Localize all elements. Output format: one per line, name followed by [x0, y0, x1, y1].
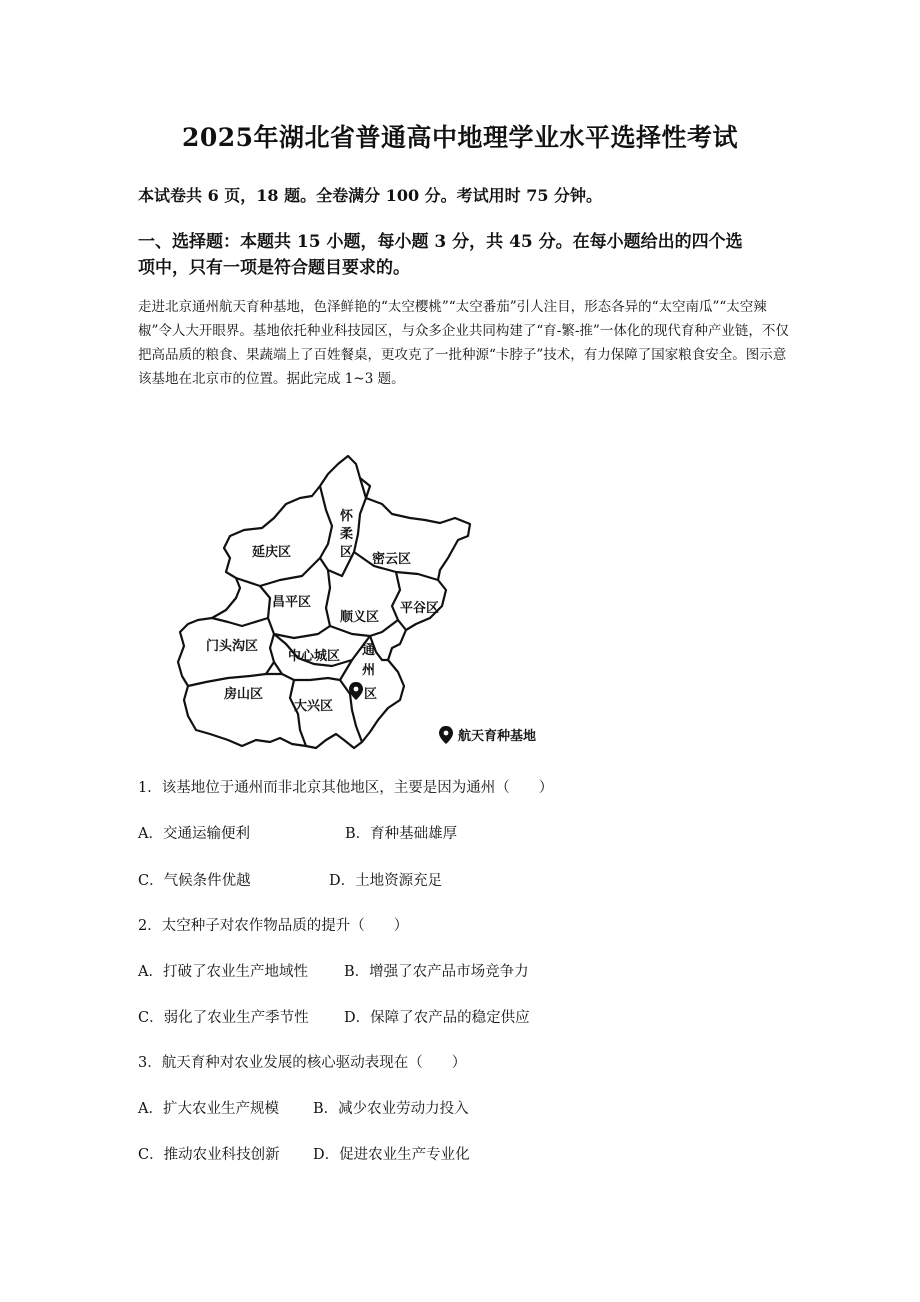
map-legend: [439, 726, 453, 744]
label-tongzhou-3: 区: [364, 687, 378, 702]
label-miyun: 密云区: [372, 552, 412, 567]
question-2-option-d: D．保障了农产品的稳定供应: [344, 1010, 530, 1026]
label-changping: 昌平区: [272, 595, 312, 610]
label-daxing: 大兴区: [294, 699, 334, 714]
label-center: 中心城区: [288, 649, 341, 664]
question-2-option-a: A．打破了农业生产地域性: [138, 964, 308, 980]
beijing-map: [170, 448, 570, 753]
question-1-option-c: C．气候条件优越: [138, 873, 251, 889]
label-huairou-3: 区: [340, 545, 354, 560]
label-huairou-2: 柔: [340, 527, 354, 542]
label-huairou-1: 怀: [340, 509, 354, 524]
label-yanqing: 延庆区: [252, 545, 292, 560]
label-shunyi: 顺义区: [340, 610, 380, 625]
legend-label: 航天育种基地: [458, 729, 537, 744]
label-pinggu: 平谷区: [400, 601, 440, 616]
question-3-option-c: C．推动农业科技创新: [138, 1147, 280, 1163]
label-tongzhou-2: 州: [362, 663, 376, 678]
question-3-option-d: D．促进农业生产专业化: [313, 1147, 470, 1163]
question-2-option-b: B．增强了农产品市场竞争力: [344, 964, 529, 980]
question-1-option-d: D．土地资源充足: [329, 873, 443, 889]
label-mentougou: 门头沟区: [206, 639, 259, 654]
question-3-stem: 3．航天育种对农业发展的核心驱动表现在（ ）: [138, 1055, 467, 1071]
page-title: 2025年湖北省普通高中地理学业水平选择性考试: [181, 123, 739, 152]
question-3-option-a: A．扩大农业生产规模: [138, 1101, 279, 1117]
label-tongzhou-1: 通: [362, 643, 376, 658]
intro-paragraph: 走进北京通州航天育种基地，色泽鲜艳的“太空樱桃”“太空番茄”引人注目，形态各异的“太空南瓜”“太空辣椒”令人大开眼界。基地依托种业科技园区，与众多企业共同构建了“育-繁-推”一体化的现代育种产业链，不仅把高品质的粮食、果蔬端上了百姓餐桌，更攻克了一批种源“卡脖子”技术，有力保障了国家粮食安全。图示意该基地在北京市的位置。据此完成 1~3 题。: [138, 299, 789, 387]
question-3-option-b: B．减少农业劳动力投入: [313, 1101, 469, 1117]
label-fangshan: 房山区: [224, 687, 264, 702]
section-heading-line1: 一、选择题：本题共 15 小题，每小题 3 分，共 45 分。在每小题给出的四个选: [138, 232, 743, 252]
question-2-option-c: C．弱化了农业生产季节性: [138, 1010, 309, 1026]
exam-info: 本试卷共 6 页，18 题。全卷满分 100 分。考试用时 75 分钟。: [138, 186, 603, 205]
question-1-option-b: B．育种基础雄厚: [345, 826, 458, 842]
question-1-option-a: A．交通运输便利: [138, 826, 250, 842]
section-heading-line2: 项中，只有一项是符合题目要求的。: [138, 258, 410, 278]
section-heading: [138, 229, 788, 281]
question-1-stem: 1．该基地位于通州而非北京其他地区，主要是因为通州（ ）: [138, 780, 554, 796]
question-2-stem: 2．太空种子对农作物品质的提升（ ）: [138, 918, 409, 934]
